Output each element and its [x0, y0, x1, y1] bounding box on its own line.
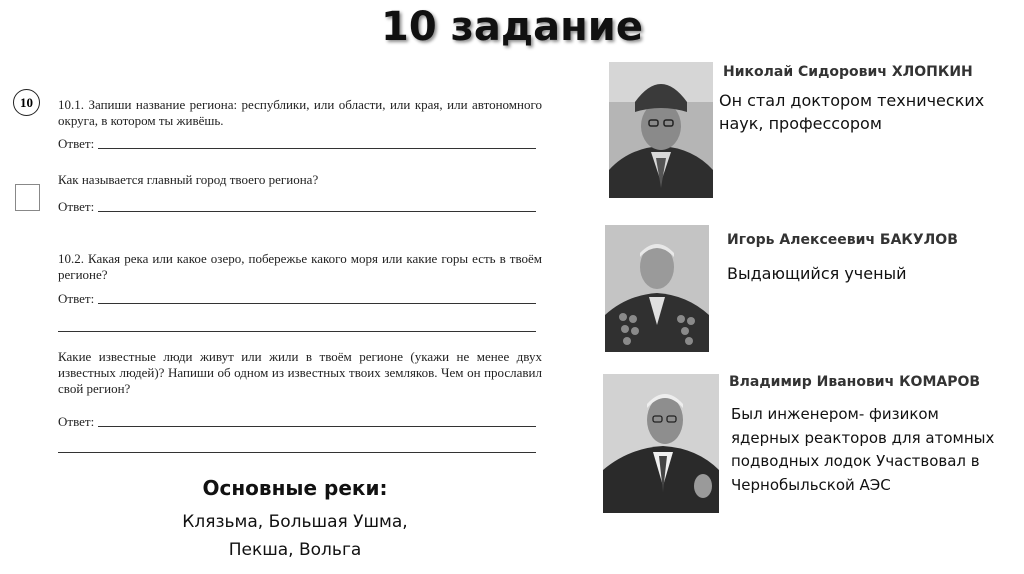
answer-line-4 — [58, 414, 536, 430]
answer-line-3 — [58, 291, 536, 307]
question-main-city: Как называется главный город твоего региона? — [58, 172, 319, 187]
question-10-1: 10.1. Запиши название региона: республики, или области, или края, или автономного округа, в котором ты живёшь. — [58, 97, 542, 128]
task-number-badge: 10 — [13, 89, 40, 116]
rivers-heading: Основные реки: — [202, 476, 388, 500]
question-10-2: 10.2. Какая река или какое озеро, побережье какого моря или какие горы есть в твоём регионе? — [58, 251, 542, 282]
person-name-komarov: Владимир Иванович КОМАРОВ — [729, 374, 981, 390]
answer-label: Ответ: — [58, 291, 95, 306]
question-famous-people: Какие известные люди живут или жили в твоём регионе (укажи не менее двух известных людей)? Напиши об одном из известных твоих земляков. Чем он прославил свой регион? — [58, 349, 542, 396]
person-description-bakulov: Выдающийся ученый — [727, 264, 907, 283]
blank-answer-line — [58, 331, 536, 332]
answer-line-1 — [58, 136, 536, 152]
blank-answer-line — [58, 452, 536, 453]
person-name-bakulov: Игорь Алексеевич БАКУЛОВ — [727, 232, 958, 248]
person-name-khlopkin: Николай Сидорович ХЛОПКИН — [723, 64, 973, 80]
portrait-image — [609, 62, 713, 198]
answer-label: Ответ: — [58, 414, 95, 429]
person-description-khlopkin: Он стал доктором технических наук, профессором — [719, 91, 985, 133]
answer-label: Ответ: — [58, 199, 95, 214]
answer-line-2 — [58, 199, 536, 215]
answer-label: Ответ: — [58, 136, 95, 151]
person-photo-bakulov — [605, 225, 709, 352]
portrait-image — [603, 374, 719, 513]
answer-checkbox — [15, 184, 40, 211]
person-photo-khlopkin — [609, 62, 713, 198]
portrait-image — [605, 225, 709, 352]
person-photo-komarov — [603, 374, 719, 513]
rivers-list: Клязьма, Большая Ушма, Пекша, Вольга — [182, 512, 408, 560]
person-description-komarov: Был инженером- физиком ядерных реакторов для атомных подводных лодок Участвовал в Чернобыльской АЭС — [731, 405, 995, 494]
slide-title: 10 задание — [381, 4, 643, 50]
